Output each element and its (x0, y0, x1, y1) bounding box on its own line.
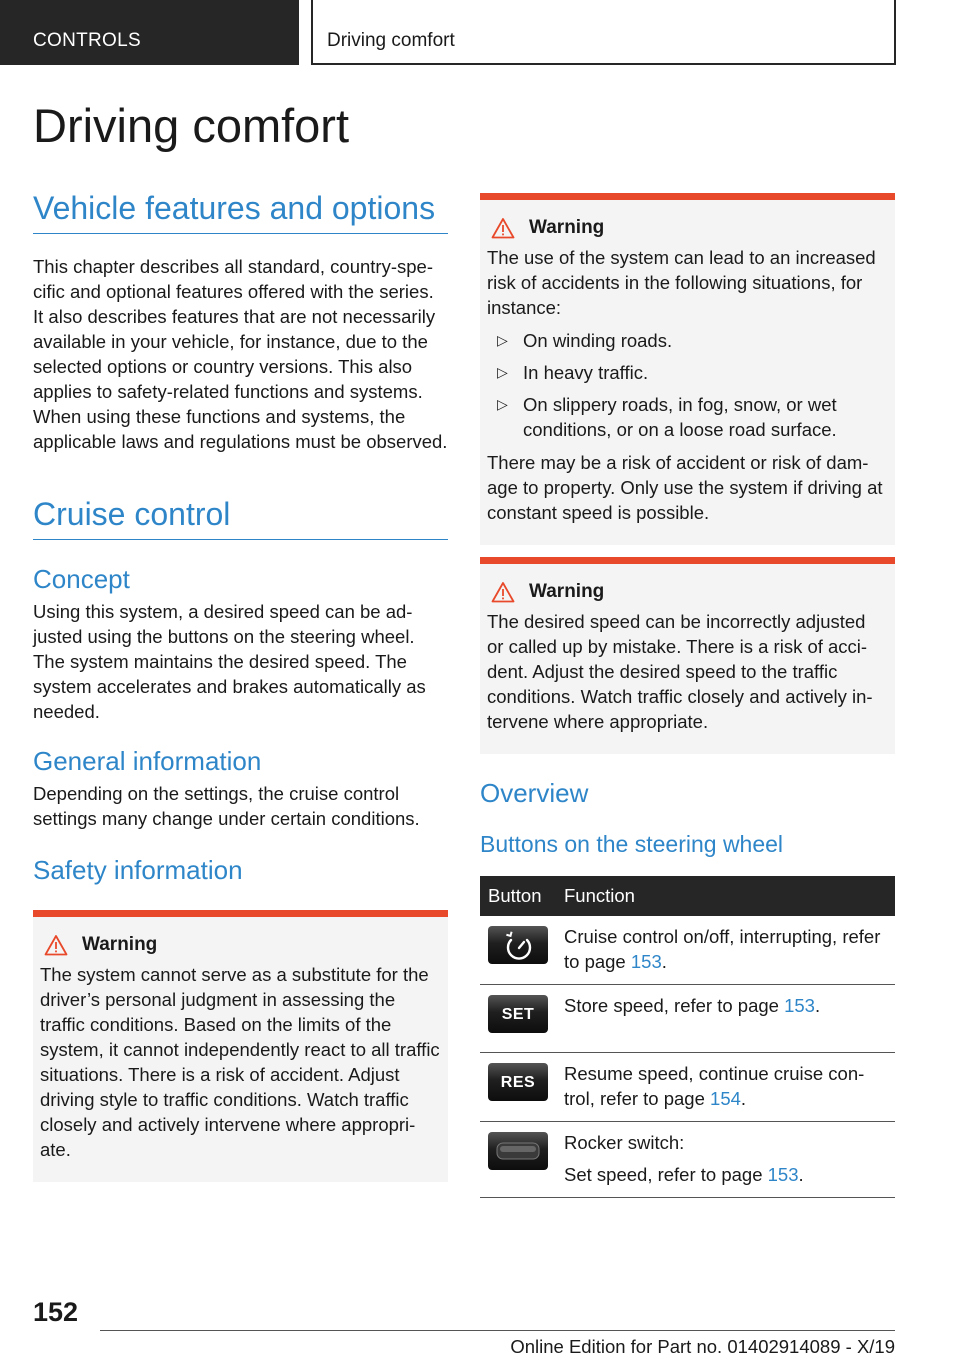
warning-situation-list (487, 328, 887, 442)
function-cell: Cruise control on/off, interrupting, refer to page 153. (556, 916, 895, 985)
triangle-bullet-icon: ▷ (497, 364, 508, 380)
list-item: ▷ On winding roads. (497, 330, 673, 351)
warning-triangle-icon (44, 934, 68, 956)
warning-triangle-icon (491, 581, 515, 603)
header-chapter-label: Driving comfort (327, 30, 455, 51)
table-row (480, 985, 895, 1053)
rocker-switch-icon (488, 1132, 548, 1170)
warning-box-2 (480, 193, 895, 545)
set-button-icon: SET (488, 995, 548, 1033)
warning-box-3 (480, 557, 895, 754)
safety-information-heading: Safety information (33, 855, 243, 885)
warning-title: Warning (529, 217, 605, 238)
warning-triangle-icon (491, 217, 515, 239)
right-column (480, 193, 895, 1198)
concept-heading: Concept (33, 564, 130, 594)
page-link[interactable]: 153 (630, 951, 662, 972)
vehicle-features-heading: Vehicle features and options (33, 190, 448, 234)
page-title: Driving comfort (33, 99, 350, 152)
list-item: ▷ In heavy traffic. (497, 362, 649, 383)
cruise-control-heading: Cruise control (33, 496, 448, 540)
table-row (480, 916, 895, 985)
function-cell: Store speed, refer to page 153. (556, 985, 895, 1053)
page-link[interactable]: 154 (710, 1088, 741, 1109)
res-button-icon: RES (488, 1063, 548, 1101)
overview-heading: Overview (480, 778, 589, 808)
footer-edition: Online Edition for Part no. 01402914089 - X/19 (510, 1336, 895, 1357)
column-header-function: Function (556, 876, 895, 916)
function-cell: Rocker switch: Set speed, refer to page 153. (556, 1122, 895, 1198)
buttons-table (480, 876, 895, 1198)
warning-outro-text: There may be a risk of accident or risk of damage to property. Only use the system if driving at constant speed is possible. (487, 452, 883, 523)
steering-wheel-buttons-heading: Buttons on the steering wheel (480, 831, 784, 857)
table-row (480, 1122, 895, 1198)
page-number: 152 (33, 1297, 79, 1327)
function-cell: Resume speed, continue cruise control, refer to page 154. (556, 1053, 895, 1122)
general-information-text: Depending on the settings, the cruise control settings many change under certain conditions. (33, 783, 420, 829)
warning-box-1 (33, 910, 448, 1182)
list-item: ▷ On slippery roads, in fog, snow, or wet conditions, or on a loose road surface. (497, 394, 837, 440)
concept-text: Using this system, a desired speed can be adjusted using the buttons on the steering wheel. The system maintains the desired speed. The system accelerates and brakes automatically as needed. (33, 601, 426, 722)
vehicle-features-text: This chapter describes all standard, country-specific and optional features offered with the series. It also describes features that are not necessarily available in your vehicle, for instance, due to the selected options or country versions. This also applies to safety-related functions and systems. When using these functions and systems, the applicable laws and regulations must be observed. (33, 256, 448, 452)
triangle-bullet-icon: ▷ (497, 332, 508, 348)
warning-text: The system cannot serve as a substitute for the driver’s personal judgment in assessing the traffic conditions. Based on the limits of the system, it cannot independently react to all traffic situations. There is a risk of accident. Adjust driving style to traffic conditions. Watch traffic closely and actively intervene where appropriate. (40, 964, 440, 1160)
triangle-bullet-icon: ▷ (497, 396, 508, 412)
warning-title: Warning (529, 581, 605, 602)
general-information-heading: General information (33, 746, 262, 776)
warning-text: The desired speed can be incorrectly adjusted or called up by mistake. There is a risk of accident. Adjust the desired speed to the traffic conditions. Watch traffic closely and actively intervene where appropriate. (487, 611, 873, 732)
warning-title: Warning (82, 934, 158, 955)
column-header-button: Button (480, 876, 556, 916)
header-section-tab (0, 0, 299, 65)
cruise-control-icon (488, 926, 548, 964)
page-link[interactable]: 153 (784, 995, 815, 1016)
left-column (33, 190, 448, 1182)
table-row (480, 1053, 895, 1122)
page-link[interactable]: 153 (767, 1164, 799, 1185)
footer-divider (100, 1330, 895, 1331)
warning-intro-text: The use of the system can lead to an increased risk of accidents in the following situations, for instance: (487, 247, 876, 318)
header-section-label: CONTROLS (33, 30, 141, 51)
header-chapter-tab (311, 0, 896, 65)
